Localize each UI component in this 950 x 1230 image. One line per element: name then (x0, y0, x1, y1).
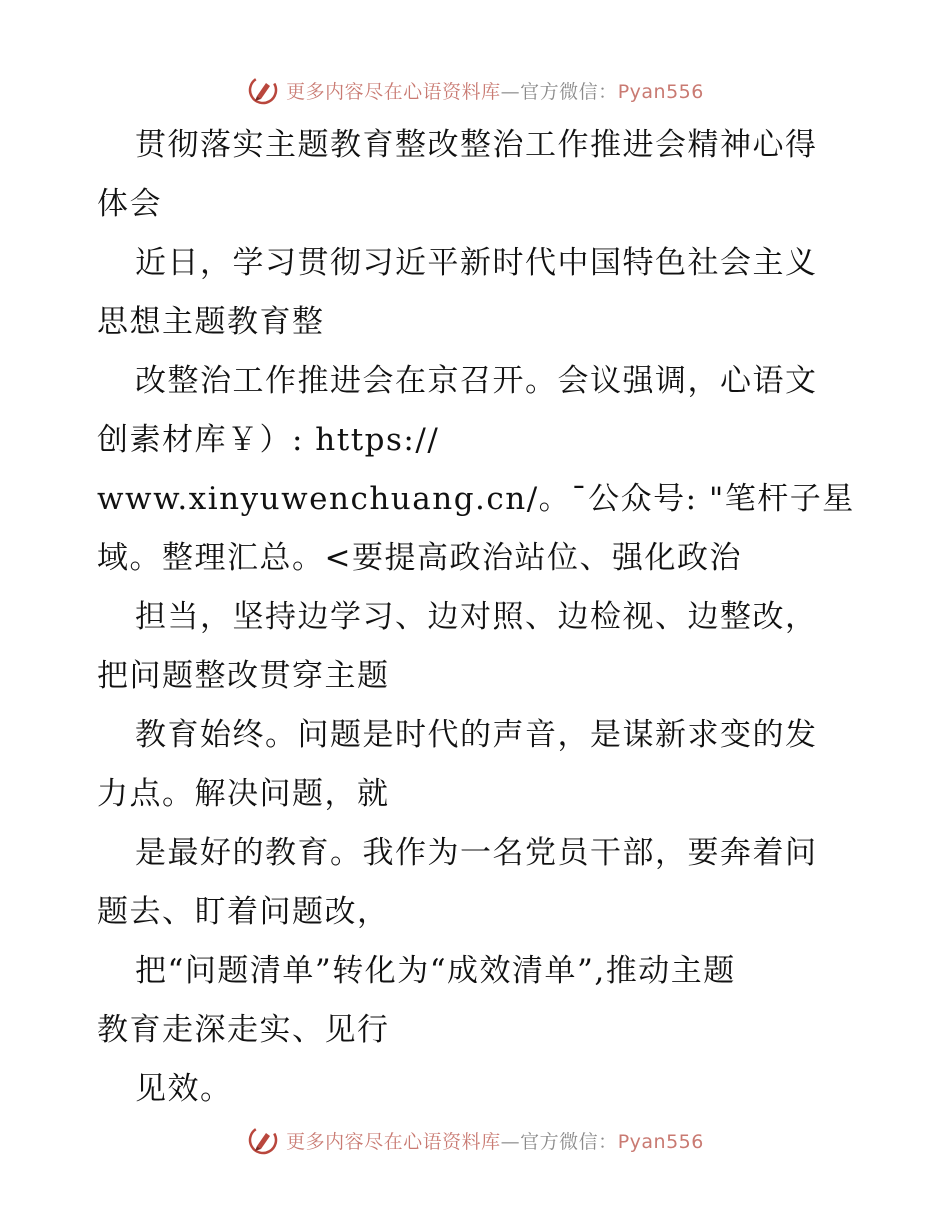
paragraph-line: 力点。解决问题，就 (97, 776, 390, 812)
paragraph-line: 教育走深走实、见行 (97, 1012, 390, 1048)
banner-wechat-label: 官方微信： (520, 1130, 618, 1153)
paragraph-line: 题去、盯着问题改， (97, 894, 390, 930)
banner-main-text: 更多内容尽在心语资料库 (286, 1130, 501, 1153)
title-line-1: 贯彻落实主题教育整改整治工作推进会精神心得 (135, 127, 818, 163)
paragraph-line: 见效。 (135, 1071, 233, 1107)
paragraph-line: 教育始终。问题是时代的声音，是谋新求变的发 (135, 717, 818, 753)
document-body (97, 116, 857, 1119)
banner-dash: — (500, 80, 521, 103)
paragraph-line: 把问题整改贯穿主题 (97, 658, 390, 694)
paragraph-line: 近日，学习贯彻习近平新时代中国特色社会主义 (135, 245, 818, 281)
pen-circle-logo-icon (246, 73, 280, 107)
paragraph-line: 是最好的教育。我作为一名党员干部，要奔着问 (135, 835, 818, 871)
banner-wechat-label: 官方微信： (520, 80, 618, 103)
paragraph-line: 域。整理汇总。<要提高政治站位、强化政治 (97, 540, 742, 576)
footer-banner (0, 1120, 950, 1160)
banner-text (286, 77, 704, 104)
paragraph-line: 创素材库￥）: https:// (97, 422, 440, 458)
banner-dash: — (500, 1130, 521, 1153)
title-line-2: 体会 (97, 186, 162, 222)
pen-circle-logo-icon (246, 1123, 280, 1157)
paragraph-line: 思想主题教育整 (97, 304, 325, 340)
banner-wechat-id: Pyan556 (617, 80, 704, 103)
banner-wechat-id: Pyan556 (617, 1130, 704, 1153)
banner-main-text: 更多内容尽在心语资料库 (286, 80, 501, 103)
banner-text (286, 1127, 704, 1154)
paragraph-line: 把“问题清单”转化为“成效清单”,推动主题 (135, 953, 736, 989)
header-banner (0, 70, 950, 110)
paragraph-line: 改整治工作推进会在京召开。会议强调，心语文 (135, 363, 818, 399)
paragraph-line: 担当，坚持边学习、边对照、边检视、边整改， (135, 599, 818, 635)
paragraph-line: www.xinyuwenchuang.cn/。¯公众号: "笔杆子星 (97, 481, 855, 517)
